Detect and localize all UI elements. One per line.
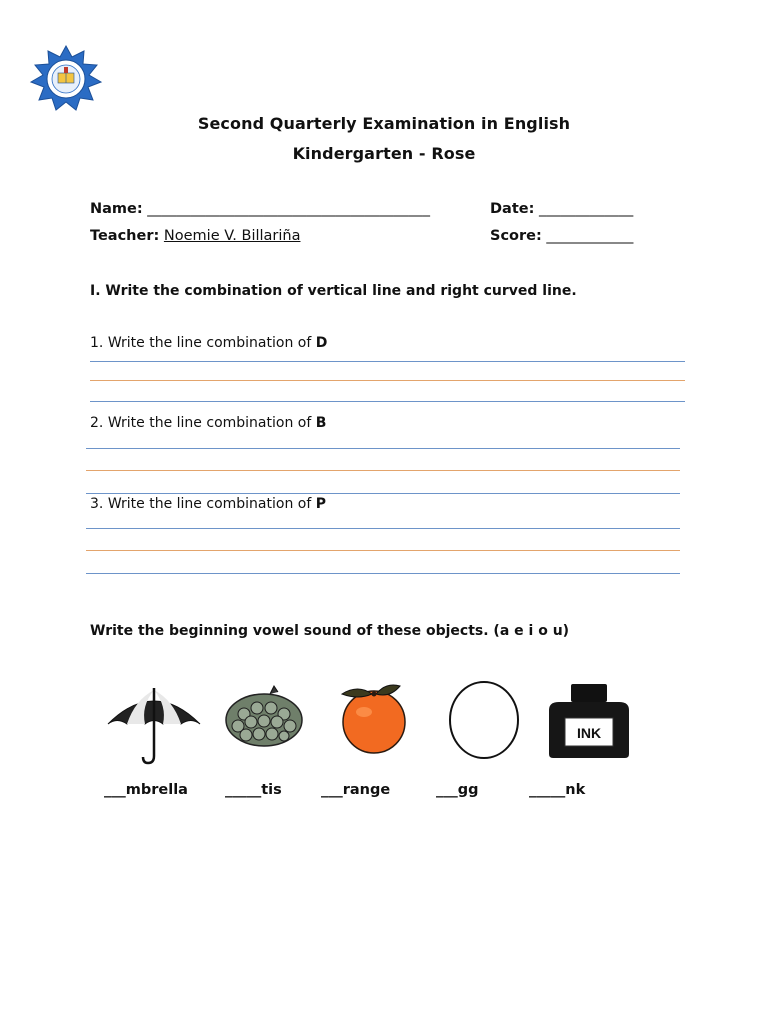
name-row bbox=[90, 201, 430, 217]
word-egg: ___gg bbox=[436, 782, 479, 798]
question-1-number: 1. bbox=[90, 335, 104, 351]
q3-guide-mid bbox=[86, 550, 680, 551]
question-2-number: 2. bbox=[90, 415, 104, 431]
question-3-prompt: Write the line combination of bbox=[107, 496, 312, 512]
q1-guide-top bbox=[90, 361, 685, 362]
exam-title: Second Quarterly Examination in English bbox=[197, 114, 571, 133]
atis-fruit-icon bbox=[224, 684, 304, 748]
teacher-row bbox=[90, 228, 300, 244]
date-row bbox=[490, 201, 633, 217]
q3-guide-top bbox=[86, 528, 680, 529]
q2-guide-bottom bbox=[86, 493, 680, 494]
question-3-letter: P bbox=[315, 496, 326, 512]
orange-icon bbox=[330, 680, 418, 754]
name-label: Name: bbox=[90, 201, 143, 217]
q2-guide-top bbox=[86, 448, 680, 449]
q1-guide-bottom bbox=[90, 401, 685, 402]
q2-guide-mid bbox=[86, 470, 680, 471]
name-blank[interactable]: _______________________________________ bbox=[147, 201, 431, 217]
question-2 bbox=[90, 415, 326, 431]
word-umbrella: ___mbrella bbox=[104, 782, 188, 798]
ink-bottle-icon bbox=[545, 682, 633, 760]
question-2-letter: B bbox=[315, 415, 327, 431]
word-atis: _____tis bbox=[225, 782, 282, 798]
q1-guide-mid bbox=[90, 380, 685, 381]
score-row bbox=[490, 228, 633, 244]
score-label: Score: bbox=[490, 228, 542, 244]
date-blank[interactable]: _____________ bbox=[539, 201, 634, 217]
teacher-name: Noemie V. Billariña bbox=[163, 228, 301, 244]
teacher-label: Teacher: bbox=[90, 228, 160, 244]
score-blank[interactable]: ____________ bbox=[546, 228, 634, 244]
date-label: Date: bbox=[490, 201, 535, 217]
question-3 bbox=[90, 496, 326, 512]
word-orange: ___range bbox=[321, 782, 391, 798]
word-ink: _____nk bbox=[529, 782, 586, 798]
q3-guide-bottom bbox=[86, 573, 680, 574]
question-1-letter: D bbox=[315, 335, 328, 351]
ink-label: INK bbox=[576, 725, 602, 741]
question-3-number: 3. bbox=[90, 496, 104, 512]
egg-icon bbox=[446, 680, 522, 760]
exam-subtitle: Kindergarten - Rose bbox=[292, 144, 476, 163]
question-2-prompt: Write the line combination of bbox=[107, 415, 312, 431]
umbrella-icon bbox=[105, 686, 203, 766]
school-seal-logo bbox=[27, 45, 105, 111]
section-1-heading: I. Write the combination of vertical line and right curved line. bbox=[90, 283, 577, 299]
question-1 bbox=[90, 335, 327, 351]
section-2-heading: Write the beginning vowel sound of these objects. (a e i o u) bbox=[90, 623, 570, 639]
question-1-prompt: Write the line combination of bbox=[107, 335, 312, 351]
